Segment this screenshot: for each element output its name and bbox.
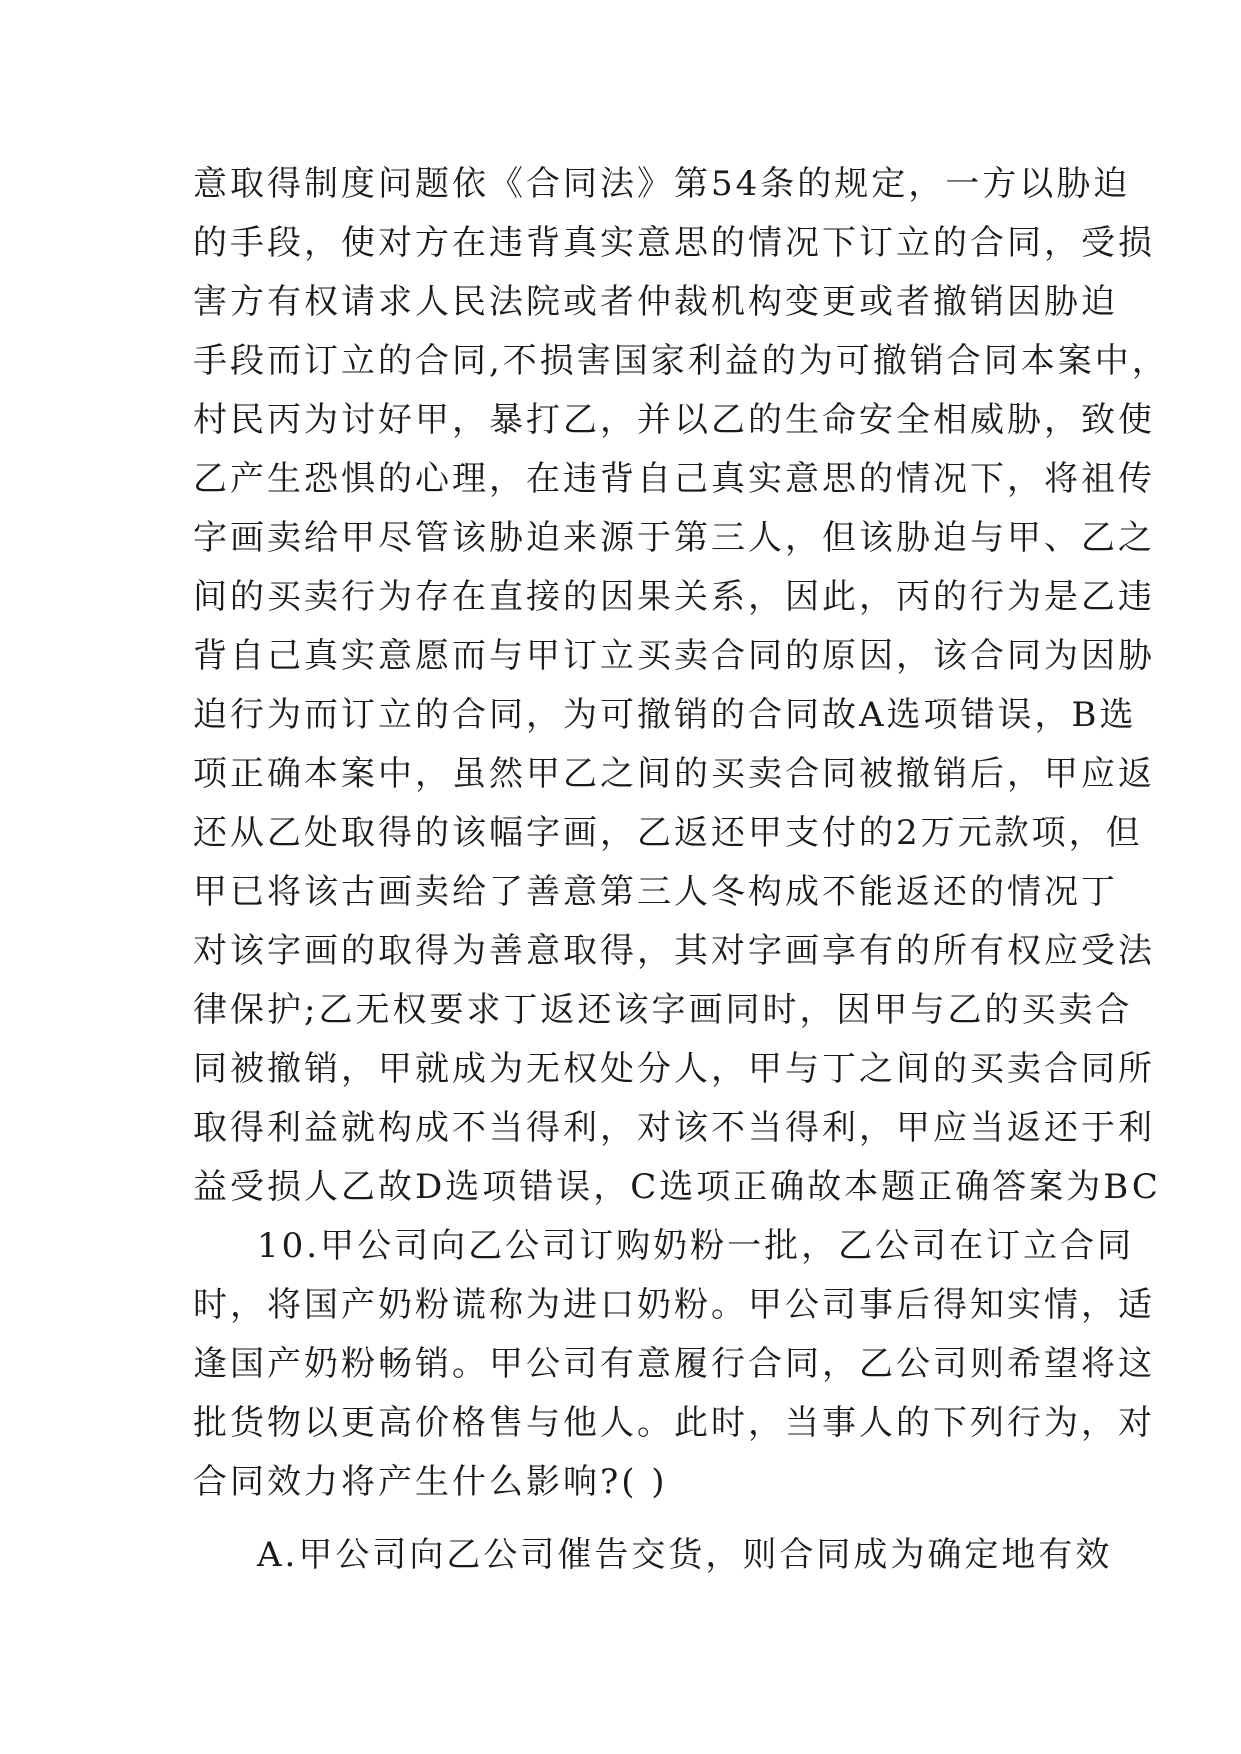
option-a: A.甲公司向乙公司催告交货，则合同成为确定地有效	[257, 1535, 1113, 1575]
question-line: 逢国产奶粉畅销。甲公司有意履行合同，乙公司则希望将这	[193, 1344, 1155, 1384]
text-line: 律保护;乙无权要求丁返还该字画同时，因甲与乙的买卖合	[193, 990, 1133, 1030]
text-line: 间的买卖行为存在直接的因果关系，因此，丙的行为是乙违	[193, 577, 1155, 617]
text-line: 还从乙处取得的该幅字画，乙返还甲支付的2万元款项，但	[193, 813, 1143, 853]
text-line: 益受损人乙故D选项错误，C选项正确故本题正确答案为BC	[193, 1167, 1161, 1207]
question-paragraph	[193, 1217, 1155, 1512]
question-line: 时，将国产奶粉谎称为进口奶粉。甲公司事后得知实情，适	[193, 1285, 1155, 1325]
question-line: 合同效力将产生什么影响?( )	[193, 1462, 668, 1502]
question-line: 批货物以更高价格售与他人。此时，当事人的下列行为，对	[193, 1403, 1155, 1443]
text-line: 手段而订立的合同,不损害国家利益的为可撤销合同本案中，	[193, 341, 1169, 381]
text-line: 甲已将该古画卖给了善意第三人冬构成不能返还的情况丁	[193, 872, 1118, 912]
text-line: 字画卖给甲尽管该胁迫来源于第三人，但该胁迫与甲、乙之	[193, 518, 1155, 558]
text-line: 背自己真实意愿而与甲订立买卖合同的原因，该合同为因胁	[193, 636, 1155, 676]
text-line: 村民丙为讨好甲，暴打乙，并以乙的生命安全相威胁，致使	[193, 400, 1155, 440]
explanation-paragraph	[193, 155, 1169, 1217]
text-line: 的手段，使对方在违背真实意思的情况下订立的合同，受损	[193, 223, 1155, 263]
text-line: 迫行为而订立的合同，为可撤销的合同故A选项错误，B选	[193, 695, 1137, 735]
question-line: 10.甲公司向乙公司订购奶粉一批，乙公司在订立合同	[257, 1226, 1135, 1266]
text-line: 害方有权请求人民法院或者仲裁机构变更或者撤销因胁迫	[193, 282, 1118, 322]
text-line: 项正确本案中，虽然甲乙之间的买卖合同被撤销后，甲应返	[193, 754, 1155, 794]
text-line: 对该字画的取得为善意取得，其对字画享有的所有权应受法	[193, 931, 1155, 971]
text-line: 同被撤销，甲就成为无权处分人，甲与丁之间的买卖合同所	[193, 1049, 1155, 1089]
text-line: 乙产生恐惧的心理，在违背自己真实意思的情况下，将祖传	[193, 459, 1155, 499]
document-body	[193, 155, 1169, 1585]
text-line: 意取得制度问题依《合同法》第54条的规定，一方以胁迫	[193, 164, 1131, 204]
text-line: 取得利益就构成不当得利，对该不当得利，甲应当返还于利	[193, 1108, 1155, 1148]
